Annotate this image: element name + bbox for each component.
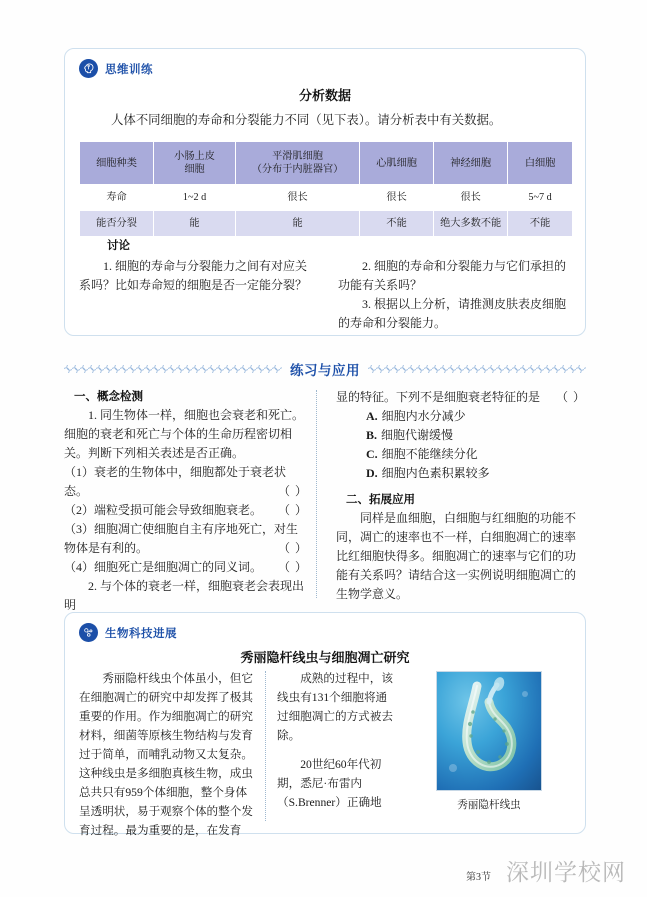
exercises-area — [64, 388, 586, 612]
cell-lifespan-smooth-muscle: 很长 — [235, 185, 359, 211]
question-1-item-3 — [64, 520, 308, 558]
discussion-question-2: 2. 细胞的寿命和分裂能力与它们承担的功能有关系吗？ — [338, 259, 567, 292]
biotech-progress-section — [64, 612, 586, 837]
choice-d — [366, 464, 586, 483]
question-1-stem: 1. 同生物体一样，细胞也会衰老和死亡。细胞的衰老和死亡与个体的生命历程密切相关。判断下列相关表述是否正确。 — [64, 408, 305, 460]
footer-section-number: 第3节 — [466, 872, 491, 883]
table-row-lifespan — [80, 185, 573, 211]
cell-lifespan-table — [79, 141, 573, 237]
question-1-item-2 — [64, 501, 308, 520]
header-line-2: （分布于内脏器官） — [251, 164, 344, 175]
table-header-cell-smooth-muscle — [235, 142, 359, 185]
header-line-1: 平滑肌细胞 — [272, 151, 323, 162]
thinking-section-label: 思维训练 — [105, 63, 153, 76]
cell-divisible-smooth-muscle: 能 — [235, 211, 359, 237]
discussion-columns — [79, 257, 573, 333]
cell-divisible-cardiac: 不能 — [360, 211, 434, 237]
c-elegans-figure — [405, 669, 573, 823]
row-label-divisible: 能否分裂 — [80, 211, 154, 237]
table-header-cell-kind: 细胞种类 — [80, 142, 154, 185]
figure-caption: 秀丽隐杆线虫 — [457, 800, 521, 811]
choice-c-text: 细胞不能继续分化 — [381, 447, 478, 461]
discussion-block — [79, 237, 573, 329]
thinking-intro-text: 人体不同细胞的寿命和分裂能力不同（见下表）。请分析表中有关数据。 — [111, 113, 502, 127]
cell-lifespan-white-blood: 5~7 d — [508, 185, 573, 211]
table-header-cell-nerve: 神经细胞 — [434, 142, 508, 185]
answer-bracket: （ ） — [277, 541, 308, 555]
choice-a-label: A. — [366, 409, 378, 423]
choice-c — [366, 445, 586, 464]
choice-a — [366, 407, 586, 426]
table-row-divisible — [80, 211, 573, 237]
header-line-1: 小肠上皮 — [174, 151, 215, 162]
question-1-item-4 — [64, 558, 308, 577]
practice-divider — [64, 358, 586, 380]
item-text: （2）端粒受损可能会导致细胞衰老。 — [64, 503, 263, 517]
thinking-section-header — [79, 59, 153, 78]
wavy-line-right — [368, 365, 586, 373]
cell-divisible-white-blood: 不能 — [508, 211, 573, 237]
table-header-cell-white-blood: 白细胞 — [508, 142, 573, 185]
biotech-paragraph-2: 成熟的过程中，该线虫有131个细胞将通过细胞凋亡的方式被去除。 — [277, 672, 393, 742]
page-watermark: 深圳学校网 — [506, 859, 626, 885]
item-text: （4）细胞死亡是细胞凋亡的同义词。 — [64, 560, 263, 574]
exercises-column-left — [64, 388, 316, 612]
practice-section-title: 练习与应用 — [290, 363, 360, 378]
discussion-label: 讨论 — [107, 240, 130, 252]
table-header-cell-intestinal — [154, 142, 236, 185]
question-2-stem-part1: 2. 与个体的衰老一样，细胞衰老会表现出明 — [64, 579, 305, 612]
choice-b-label: B. — [366, 428, 378, 442]
cell-divisible-nerve: 绝大多数不能 — [434, 211, 508, 237]
thinking-training-section — [64, 48, 586, 336]
question-2-stem-part2 — [336, 388, 586, 407]
answer-bracket: （ ） — [277, 560, 308, 574]
choice-b-text: 细胞代谢缓慢 — [381, 428, 454, 442]
wavy-line-left — [64, 365, 282, 373]
cell-lifespan-cardiac: 很长 — [360, 185, 434, 211]
biotech-section-header — [79, 623, 177, 642]
choice-a-text: 细胞内水分减少 — [381, 409, 466, 423]
question-3-text: 同样是血细胞，白细胞与红细胞的功能不同，凋亡的速率也不一样，白细胞凋亡的速率比红细胞快得多。细胞凋亡的速率与它们的功能有关系吗？请结合这一实例说明细胞凋亡的生物学意义。 — [336, 511, 577, 601]
c-elegans-photo — [436, 671, 542, 791]
table-header-row — [80, 142, 573, 185]
discussion-question-1: 1. 细胞的寿命与分裂能力之间有对应关系吗？比如寿命短的细胞是否一定能分裂？ — [79, 259, 308, 292]
concept-check-heading: 一、概念检测 — [74, 391, 143, 403]
question-1-item-1 — [64, 463, 308, 501]
stem-text: 显的特征。下列不是细胞衰老特征的是 — [336, 390, 541, 404]
biotech-section-label: 生物科技进展 — [105, 627, 177, 640]
cell-divisible-intestinal: 能 — [154, 211, 236, 237]
biotech-title: 秀丽隐杆线虫与细胞凋亡研究 — [240, 650, 410, 665]
biotech-column-2 — [277, 669, 405, 823]
table-header-cell-cardiac: 心肌细胞 — [360, 142, 434, 185]
biotech-paragraph-3: 20世纪60年代初期，悉尼·布雷内（S.Brenner）正确地 — [277, 758, 382, 809]
discussion-column-right — [330, 257, 573, 333]
biotech-paragraph-1: 秀丽隐杆线虫个体虽小，但它在细胞凋亡的研究中却发挥了极其重要的作用。作为细胞凋亡的研究材料，细菌等原核生物结构与发育过于简单，而哺乳动物又太复杂。这种线虫是多细胞真核生物，成虫总共只有959个体细胞，整个身体呈透明状，易于观察个体的整个发育过程。最为重要的是，在发育 — [79, 672, 253, 837]
exercises-column-right — [318, 388, 586, 600]
extended-application-heading: 二、拓展应用 — [346, 494, 415, 506]
answer-bracket: （ ） — [277, 484, 308, 498]
analyze-data-title: 分析数据 — [298, 88, 351, 103]
choice-d-label: D. — [366, 466, 378, 480]
cell-lifespan-nerve: 很长 — [434, 185, 508, 211]
item-text: （1）衰老的生物体中，细胞都处于衰老状态。 — [64, 465, 287, 498]
choice-b — [366, 426, 586, 445]
biotech-column-separator — [265, 671, 267, 821]
item-text: （3）细胞凋亡使细胞自主有序地死亡，对生物体是有利的。 — [64, 522, 299, 555]
answer-bracket: （ ） — [277, 503, 308, 517]
cell-lifespan-intestinal: 1~2 d — [154, 185, 236, 211]
biotech-column-1 — [79, 669, 265, 837]
header-line-2: 细胞 — [184, 164, 205, 175]
choice-d-text: 细胞内色素积累较多 — [381, 466, 490, 480]
biotech-body — [79, 669, 573, 837]
row-label-lifespan: 寿命 — [80, 185, 154, 211]
brain-head-icon — [79, 59, 98, 78]
discussion-column-left — [79, 257, 314, 333]
answer-bracket: （ ） — [555, 390, 586, 404]
discussion-question-3: 3. 根据以上分析，请推测皮肤表皮细胞的寿命和分裂能力。 — [338, 297, 567, 330]
choice-c-label: C. — [366, 447, 378, 461]
cells-molecule-icon — [79, 623, 98, 642]
